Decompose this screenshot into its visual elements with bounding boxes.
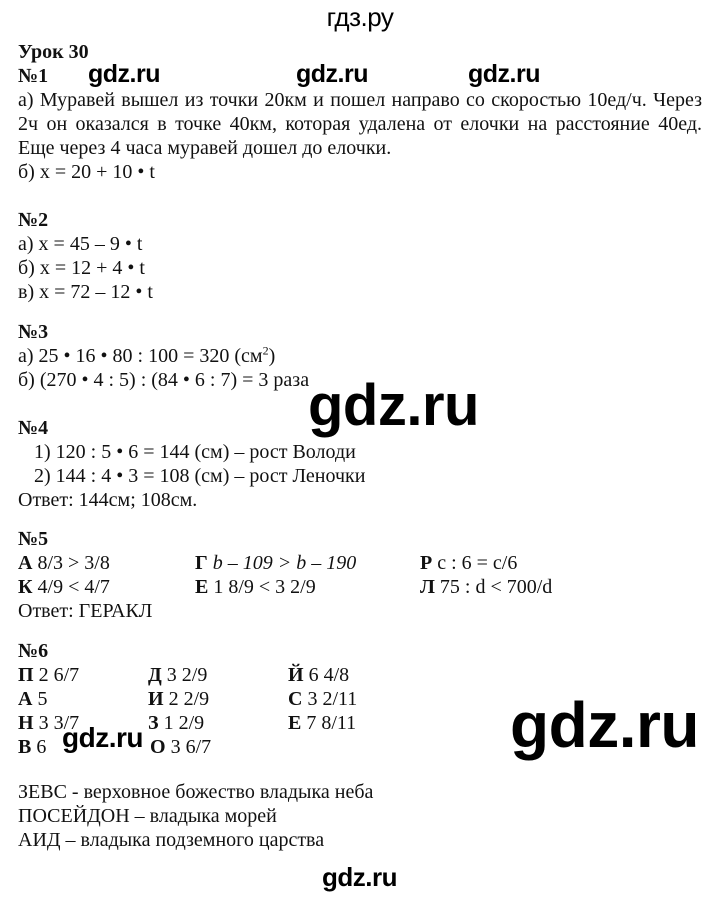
task-5-answer: Ответ: ГЕРАКЛ <box>18 600 153 622</box>
text: 75 : d < 700/d <box>434 576 553 598</box>
text: 6 4/8 <box>303 664 350 686</box>
letter: Г <box>195 552 208 574</box>
text: 3 2/11 <box>302 688 358 710</box>
task-6-item <box>288 687 357 711</box>
letter: З <box>148 712 159 734</box>
letter: К <box>18 576 33 598</box>
task-1-line: 2ч он оказался в точке 40км, которая удалена от елочки на расстояние 40ед. <box>18 113 702 135</box>
text: а) 25 • 16 • 80 : 100 = 320 (см <box>18 345 263 367</box>
task-1-line: а) Муравей вышел из точки 20км и пошел направо со скоростью 10ед/ч. Через <box>18 89 702 111</box>
text: 5 <box>32 688 48 710</box>
letter: Й <box>288 664 304 686</box>
task-6-item <box>18 663 79 687</box>
god-line: АИД – владыка подземного царства <box>18 829 325 851</box>
watermark: gdz.ru <box>296 60 368 88</box>
lesson-title: Урок 30 <box>18 41 89 63</box>
task-6-item <box>18 735 46 759</box>
letter: А <box>18 552 33 574</box>
letter: Л <box>420 576 435 598</box>
watermark: gdz.ru <box>88 60 160 88</box>
letter: П <box>18 664 34 686</box>
letter: И <box>148 688 164 710</box>
watermark: gdz.ru <box>468 60 540 88</box>
task-1-title: №1 <box>18 65 49 87</box>
task-6-item <box>148 711 204 735</box>
text: ) <box>268 345 276 367</box>
task-3-line: б) (270 • 4 : 5) : (84 • 6 : 7) = 3 раза <box>18 369 310 391</box>
task-6-item <box>148 687 209 711</box>
task-4-answer: Ответ: 144см; 108см. <box>18 489 198 511</box>
letter: В <box>18 736 32 758</box>
text: 2 2/9 <box>163 688 210 710</box>
task-5-item <box>18 575 110 599</box>
task-2-line: б) x = 12 + 4 • t <box>18 257 145 279</box>
site-header: гдз.ру <box>326 2 394 32</box>
text: 6 <box>31 736 47 758</box>
task-2-line: в) x = 72 – 12 • t <box>18 281 153 303</box>
task-2-line: а) x = 45 – 9 • t <box>18 233 143 255</box>
letter: С <box>288 688 303 710</box>
task-1-formula: б) x = 20 + 10 • t <box>18 161 155 183</box>
letter: О <box>150 736 166 758</box>
letter: Е <box>195 576 209 598</box>
letter: Е <box>288 712 302 734</box>
text: b – 109 > b – 190 <box>207 552 357 574</box>
text: 4/9 < 4/7 <box>32 576 110 598</box>
task-6-item <box>288 711 356 735</box>
watermark: gdz.ru <box>308 373 479 438</box>
task-5-item <box>18 551 110 575</box>
superscript: 2 <box>262 343 269 358</box>
task-6-title: №6 <box>18 640 49 662</box>
task-4-line: 1) 120 : 5 • 6 = 144 (см) – рост Володи <box>34 441 356 463</box>
watermark: gdz.ru <box>510 689 699 761</box>
text: 3 2/9 <box>161 664 208 686</box>
task-6-item <box>18 687 47 711</box>
letter: Д <box>148 664 162 686</box>
task-5-item <box>420 575 552 599</box>
letter: Р <box>420 552 433 574</box>
task-5-item <box>195 551 356 575</box>
task-6-item <box>150 735 211 759</box>
text: 3 3/7 <box>33 712 80 734</box>
task-2-title: №2 <box>18 209 49 231</box>
letter: Н <box>18 712 34 734</box>
watermark: gdz.ru <box>322 862 397 892</box>
text: 1 2/9 <box>158 712 205 734</box>
task-1-line: Еще через 4 часа муравей дошел до елочки. <box>18 137 392 159</box>
task-5-item <box>420 551 517 575</box>
task-5-item <box>195 575 316 599</box>
god-line: ПОСЕЙДОН – владыка морей <box>18 805 277 827</box>
god-line: ЗЕВС - верховное божество владыка неба <box>18 781 374 803</box>
task-6-item <box>288 663 349 687</box>
text: 8/3 > 3/8 <box>32 552 110 574</box>
task-4-line: 2) 144 : 4 • 3 = 108 (см) – рост Леночки <box>34 465 366 487</box>
task-3-title: №3 <box>18 321 49 343</box>
text: 7 8/11 <box>301 712 357 734</box>
task-3-line <box>18 344 275 368</box>
text: c : 6 = c/6 <box>432 552 518 574</box>
text: 1 8/9 < 3 2/9 <box>208 576 316 598</box>
watermark: gdz.ru <box>62 722 143 753</box>
task-5-title: №5 <box>18 528 49 550</box>
text: 2 6/7 <box>33 664 80 686</box>
task-4-title: №4 <box>18 417 49 439</box>
letter: А <box>18 688 33 710</box>
task-6-item <box>148 663 207 687</box>
text: 3 6/7 <box>165 736 212 758</box>
